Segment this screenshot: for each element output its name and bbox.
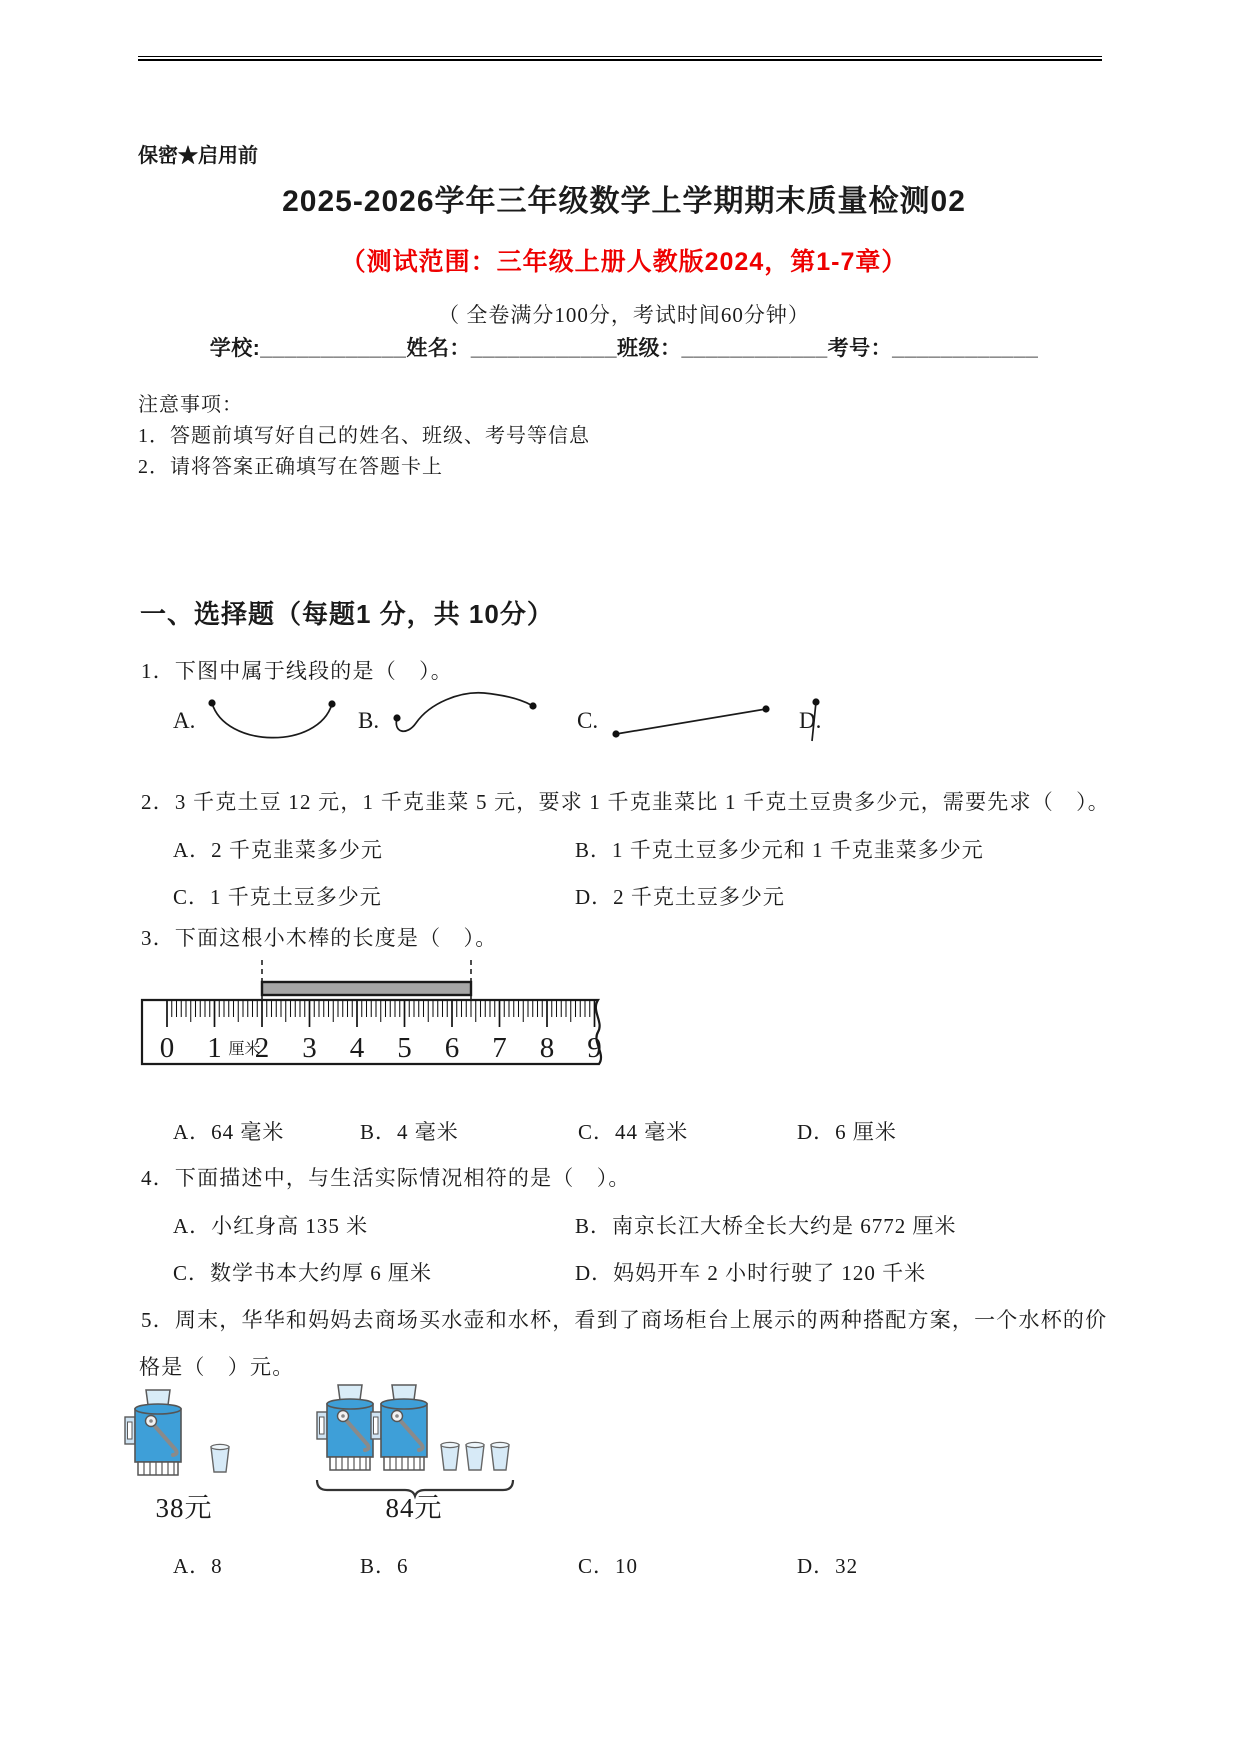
ruler-number: 2 [254,1032,270,1064]
exam-title: 2025-2026学年三年级数学上学期期末质量检测02 [282,185,966,218]
q1-option-label-a: A. [173,708,196,733]
cup-icon [466,1442,484,1470]
segment-c [616,709,766,734]
exam-meta: （ 全卷满分100分，考试时间60分钟） [438,303,810,327]
q1-option-label-c: C. [577,708,599,733]
ruler-number: 3 [302,1032,317,1064]
thermos-icon [125,1390,181,1475]
q2-option-a: A．2 千克韭菜多少元 [173,838,383,862]
q3-stem: 3．下面这根小木棒的长度是（ ）。 [141,926,498,950]
ruler-number: 1 [207,1032,222,1064]
notices-heading: 注意事项： [138,394,243,416]
q4-stem: 4．下面描述中，与生活实际情况相符的是（ ）。 [141,1166,631,1190]
q2-option-b: B．1 千克土豆多少元和 1 千克韭菜多少元 [575,838,984,862]
cup-icon [491,1442,509,1470]
q4-option-b: B．南京长江大桥全长大约是 6772 厘米 [575,1214,957,1238]
q3-option-a: A．64 毫米 [173,1120,285,1144]
ruler-number: 6 [444,1032,460,1064]
ruler-number: 4 [349,1032,365,1064]
endpoint-dot [762,705,769,712]
q5-option-c: C．10 [578,1554,639,1578]
cup-icon [211,1444,229,1472]
q5-option-d: D．32 [797,1554,859,1578]
q2-stem: 2．3 千克土豆 12 元，1 千克韭菜 5 元，要求 1 千克韭菜比 1 千克土豆贵多少元，需要先求（ ）。 [141,790,1110,814]
endpoint-dot [529,702,536,709]
q3-option-d: D．6 厘米 [797,1120,897,1144]
section-one-heading: 一、选择题（每题1 分，共 10分） [140,599,554,629]
q5-stem-line1: 5．周末，华华和妈妈去商场买水壶和水杯，看到了商场柜台上展示的两种搭配方案，一个水杯的价 [141,1308,1108,1332]
thermos-icon [317,1385,373,1470]
q1-option-label-d: D. [799,708,822,733]
q1-option-label-b: B. [358,708,380,733]
security-label: 保密★启用前 [138,145,258,167]
q2-option-c: C．1 千克土豆多少元 [173,885,382,909]
ruler-number: 0 [159,1032,175,1064]
q1-stem: 1．下图中属于线段的是（ ）。 [141,659,453,683]
endpoint-dot [208,699,215,706]
notice-item-1: 1．答题前填写好自己的姓名、班级、考号等信息 [138,425,590,447]
q1-figure [200,688,840,748]
ruler-unit-label: 厘米 [228,1041,261,1058]
ruler-number: 7 [492,1032,507,1064]
cup-icon [441,1442,459,1470]
ruler-number: 9 [587,1032,602,1064]
scope-note: （测试范围：三年级上册人教版2024，第1-7章） [340,248,908,276]
q5-option-b: B．6 [360,1554,409,1578]
curve-a [212,703,332,738]
q3-option-c: C．44 毫米 [578,1120,689,1144]
q3-option-b: B．4 毫米 [360,1120,459,1144]
endpoint-dot [328,700,335,707]
q5-option-a: A．8 [173,1554,223,1578]
curve-b [396,693,531,731]
header-rule [138,56,1102,61]
ray-d [812,702,816,741]
ruler-figure [130,956,620,1070]
wooden-stick [262,982,471,995]
endpoint-dot [612,730,619,737]
student-info-line: 学校:____________姓名：____________班级：____________考号：____________ [209,337,1039,360]
left-price-label: 38元 [155,1493,213,1523]
q4-option-d: D．妈妈开车 2 小时行驶了 120 千米 [575,1261,927,1285]
notice-item-2: 2．请将答案正确填写在答题卡上 [138,456,443,478]
q2-option-d: D．2 千克土豆多少元 [575,885,785,909]
ruler-number: 8 [539,1032,555,1064]
q4-option-c: C．数学书本大约厚 6 厘米 [173,1261,433,1285]
thermos-icon [371,1385,427,1470]
endpoint-dot [393,714,400,721]
endpoint-dot [812,698,819,705]
q4-option-a: A．小红身高 135 米 [173,1214,369,1238]
q5-stem-line2: 格是（ ）元。 [139,1355,295,1379]
ruler-number: 5 [397,1032,412,1064]
right-price-label: 84元 [385,1493,443,1523]
